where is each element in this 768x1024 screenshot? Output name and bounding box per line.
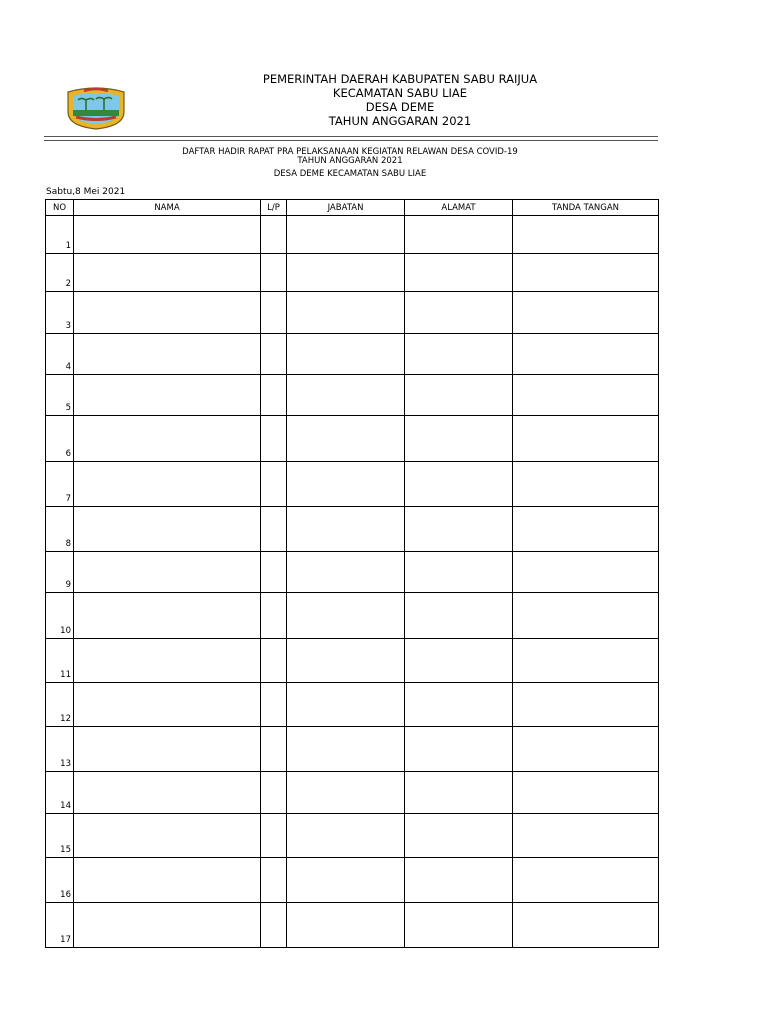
alamat-cell[interactable] [405, 416, 513, 462]
alamat-cell[interactable] [405, 375, 513, 416]
col-header-jabatan: JABATAN [287, 200, 405, 216]
lp-cell[interactable] [261, 772, 287, 814]
document-title: DAFTAR HADIR RAPAT PRA PELAKSANAAN KEGIATAN RELAWAN DESA COVID-19 [182, 147, 518, 157]
signature-cell[interactable] [513, 462, 659, 507]
nama-cell[interactable] [74, 375, 261, 416]
table-row [46, 552, 659, 593]
signature-cell[interactable] [513, 683, 659, 727]
signature-cell[interactable] [513, 334, 659, 375]
row-number: 14 [46, 772, 74, 814]
table-header-row [46, 200, 659, 216]
jabatan-cell[interactable] [287, 254, 405, 292]
jabatan-cell[interactable] [287, 903, 405, 948]
document-year: TAHUN ANGGARAN 2021 [297, 156, 403, 166]
nama-cell[interactable] [74, 216, 261, 254]
row-number: 3 [46, 292, 74, 334]
header-line-1: PEMERINTAH DAERAH KABUPATEN SABU RAIJUA [262, 72, 538, 86]
header-line-2: KECAMATAN SABU LIAE [332, 86, 468, 100]
row-number: 7 [46, 462, 74, 507]
alamat-cell[interactable] [405, 216, 513, 254]
jabatan-cell[interactable] [287, 416, 405, 462]
jabatan-cell[interactable] [287, 683, 405, 727]
lp-cell[interactable] [261, 416, 287, 462]
jabatan-cell[interactable] [287, 858, 405, 903]
table-row [46, 683, 659, 727]
table-row [46, 216, 659, 254]
table-row [46, 416, 659, 462]
nama-cell[interactable] [74, 903, 261, 948]
row-number: 1 [46, 216, 74, 254]
signature-cell[interactable] [513, 593, 659, 639]
jabatan-cell[interactable] [287, 462, 405, 507]
table-row [46, 507, 659, 552]
nama-cell[interactable] [74, 254, 261, 292]
jabatan-cell[interactable] [287, 334, 405, 375]
signature-cell[interactable] [513, 552, 659, 593]
alamat-cell[interactable] [405, 683, 513, 727]
nama-cell[interactable] [74, 507, 261, 552]
header-divider-thin [44, 140, 658, 141]
nama-cell[interactable] [74, 334, 261, 375]
table-row [46, 727, 659, 772]
jabatan-cell[interactable] [287, 814, 405, 858]
signature-cell[interactable] [513, 727, 659, 772]
jabatan-cell[interactable] [287, 727, 405, 772]
lp-cell[interactable] [261, 507, 287, 552]
row-number: 2 [46, 254, 74, 292]
row-number: 5 [46, 375, 74, 416]
table-row [46, 462, 659, 507]
lp-cell[interactable] [261, 727, 287, 772]
signature-cell[interactable] [513, 375, 659, 416]
alamat-cell[interactable] [405, 727, 513, 772]
table-row [46, 292, 659, 334]
table-row [46, 254, 659, 292]
alamat-cell[interactable] [405, 292, 513, 334]
signature-cell[interactable] [513, 416, 659, 462]
row-number: 13 [46, 727, 74, 772]
lp-cell[interactable] [261, 375, 287, 416]
nama-cell[interactable] [74, 772, 261, 814]
lp-cell[interactable] [261, 814, 287, 858]
document-location: DESA DEME KECAMATAN SABU LIAE [273, 169, 427, 179]
lp-cell[interactable] [261, 552, 287, 593]
row-number: 11 [46, 639, 74, 683]
row-number: 15 [46, 814, 74, 858]
row-number: 9 [46, 552, 74, 593]
table-row [46, 772, 659, 814]
alamat-cell[interactable] [405, 639, 513, 683]
header-line-3: DESA DEME [365, 100, 435, 114]
alamat-cell[interactable] [405, 903, 513, 948]
signature-cell[interactable] [513, 254, 659, 292]
table-row [46, 593, 659, 639]
alamat-cell[interactable] [405, 858, 513, 903]
jabatan-cell[interactable] [287, 593, 405, 639]
nama-cell[interactable] [74, 462, 261, 507]
lp-cell[interactable] [261, 639, 287, 683]
nama-cell[interactable] [74, 727, 261, 772]
row-number: 4 [46, 334, 74, 375]
jabatan-cell[interactable] [287, 772, 405, 814]
row-number: 12 [46, 683, 74, 727]
nama-cell[interactable] [74, 292, 261, 334]
nama-cell[interactable] [74, 639, 261, 683]
table-row [46, 639, 659, 683]
lp-cell[interactable] [261, 254, 287, 292]
jabatan-cell[interactable] [287, 507, 405, 552]
jabatan-cell[interactable] [287, 216, 405, 254]
jabatan-cell[interactable] [287, 292, 405, 334]
lp-cell[interactable] [261, 683, 287, 727]
col-header-alamat: ALAMAT [405, 200, 513, 216]
alamat-cell[interactable] [405, 507, 513, 552]
alamat-cell[interactable] [405, 552, 513, 593]
col-header-lp: L/P [261, 200, 287, 216]
row-number: 6 [46, 416, 74, 462]
table-row [46, 858, 659, 903]
meeting-date: Sabtu,8 Mei 2021 [46, 187, 126, 197]
lp-cell[interactable] [261, 858, 287, 903]
lp-cell[interactable] [261, 593, 287, 639]
alamat-cell[interactable] [405, 334, 513, 375]
alamat-cell[interactable] [405, 814, 513, 858]
col-header-tanda-tangan: TANDA TANGAN [513, 200, 659, 216]
table-row [46, 814, 659, 858]
signature-cell[interactable] [513, 216, 659, 254]
alamat-cell[interactable] [405, 593, 513, 639]
signature-cell[interactable] [513, 814, 659, 858]
attendance-table [45, 199, 659, 948]
nama-cell[interactable] [74, 416, 261, 462]
table-row [46, 375, 659, 416]
header-divider [44, 136, 658, 137]
col-header-nama: NAMA [74, 200, 261, 216]
nama-cell[interactable] [74, 683, 261, 727]
signature-cell[interactable] [513, 507, 659, 552]
header-line-4: TAHUN ANGGARAN 2021 [328, 114, 472, 128]
lp-cell[interactable] [261, 903, 287, 948]
signature-cell[interactable] [513, 858, 659, 903]
row-number: 8 [46, 507, 74, 552]
signature-cell[interactable] [513, 772, 659, 814]
alamat-cell[interactable] [405, 254, 513, 292]
table-row [46, 903, 659, 948]
nama-cell[interactable] [74, 858, 261, 903]
col-header-no: NO [46, 200, 74, 216]
lp-cell[interactable] [261, 334, 287, 375]
jabatan-cell[interactable] [287, 375, 405, 416]
alamat-cell[interactable] [405, 462, 513, 507]
row-number: 17 [46, 903, 74, 948]
lp-cell[interactable] [261, 292, 287, 334]
signature-cell[interactable] [513, 292, 659, 334]
nama-cell[interactable] [74, 814, 261, 858]
signature-cell[interactable] [513, 903, 659, 948]
nama-cell[interactable] [74, 593, 261, 639]
nama-cell[interactable] [74, 552, 261, 593]
table-row [46, 334, 659, 375]
row-number: 10 [46, 593, 74, 639]
row-number: 16 [46, 858, 74, 903]
jabatan-cell[interactable] [287, 639, 405, 683]
alamat-cell[interactable] [405, 772, 513, 814]
lp-cell[interactable] [261, 462, 287, 507]
lp-cell[interactable] [261, 216, 287, 254]
jabatan-cell[interactable] [287, 552, 405, 593]
signature-cell[interactable] [513, 639, 659, 683]
